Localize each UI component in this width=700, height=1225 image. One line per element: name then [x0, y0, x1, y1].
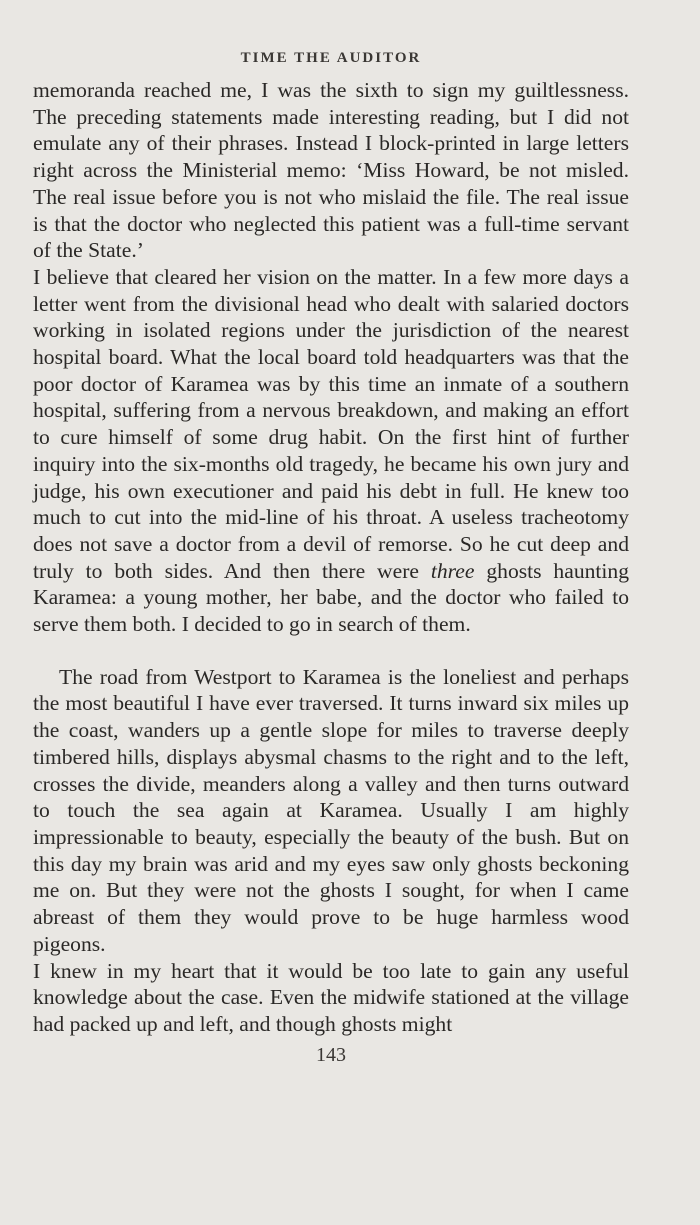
paragraph-4: I knew in my heart that it would be too late to gain any useful knowledge about the case. Even the midwife stationed at the village had packed up and left, and though ghosts might [33, 958, 629, 1036]
book-page [33, 50, 629, 1067]
paragraph-3: The road from Westport to Karamea is the loneliest and perhaps the most beautiful I have ever traversed. It turns inward six miles up the coast, wanders up a gentle slope for miles to traverse deeply timbered hills, displays abysmal chasms to the right and to the left, crosses the divide, meanders along a valley and then turns outward to touch the sea again at Karamea. Usually I am highly impressionable to beauty, especially the beauty of the bush. But on this day my brain was arid and my eyes saw only ghosts beckoning me on. But they were not the ghosts I sought, for when I came abreast of them they would prove to be huge harmless wood pigeons. [33, 664, 629, 956]
paragraph-1: memoranda reached me, I was the sixth to sign my guiltlessness. The preceding statements made interesting reading, but I did not emulate any of their phrases. Instead I block-printed in large letters right across the Ministerial memo: ‘Miss Howard, be not misled. The real issue before you is not who mislaid the file. The real issue is that the doctor who neglected this patient was a full-time servant of the State.’ [33, 78, 629, 263]
paragraph-2-text: I believe that cleared her vision on the matter. In a few more days a letter went from the divisional head who dealt with salaried doctors working in isolated regions under the jurisdiction of the nearest hospital board. What the local board told headquarters was that the poor doctor of Karamea was by this time an inmate of a southern hospital, suffering from a nervous breakdown, and making an effort to cure himself of some drug habit. On the first hint of further inquiry into the six-months old tragedy, he became his own jury and judge, his own executioner and paid his debt in full. He knew too much to cut into the mid-line of his throat. A useless tracheotomy does not save a doctor from a devil of remorse. So he cut deep and truly to both sides. And then there were [33, 264, 629, 583]
running-head: TIME THE AUDITOR [240, 50, 422, 66]
italic-word: three [430, 558, 475, 583]
section-break [33, 638, 629, 664]
paragraph-2-tail: ghosts haunting Karamea: a young mother, her babe, and the doctor who failed to serve them both. I decided to go in search of them. [33, 558, 630, 637]
page-number: 143 [316, 1043, 346, 1066]
paragraph-2 [33, 264, 629, 638]
